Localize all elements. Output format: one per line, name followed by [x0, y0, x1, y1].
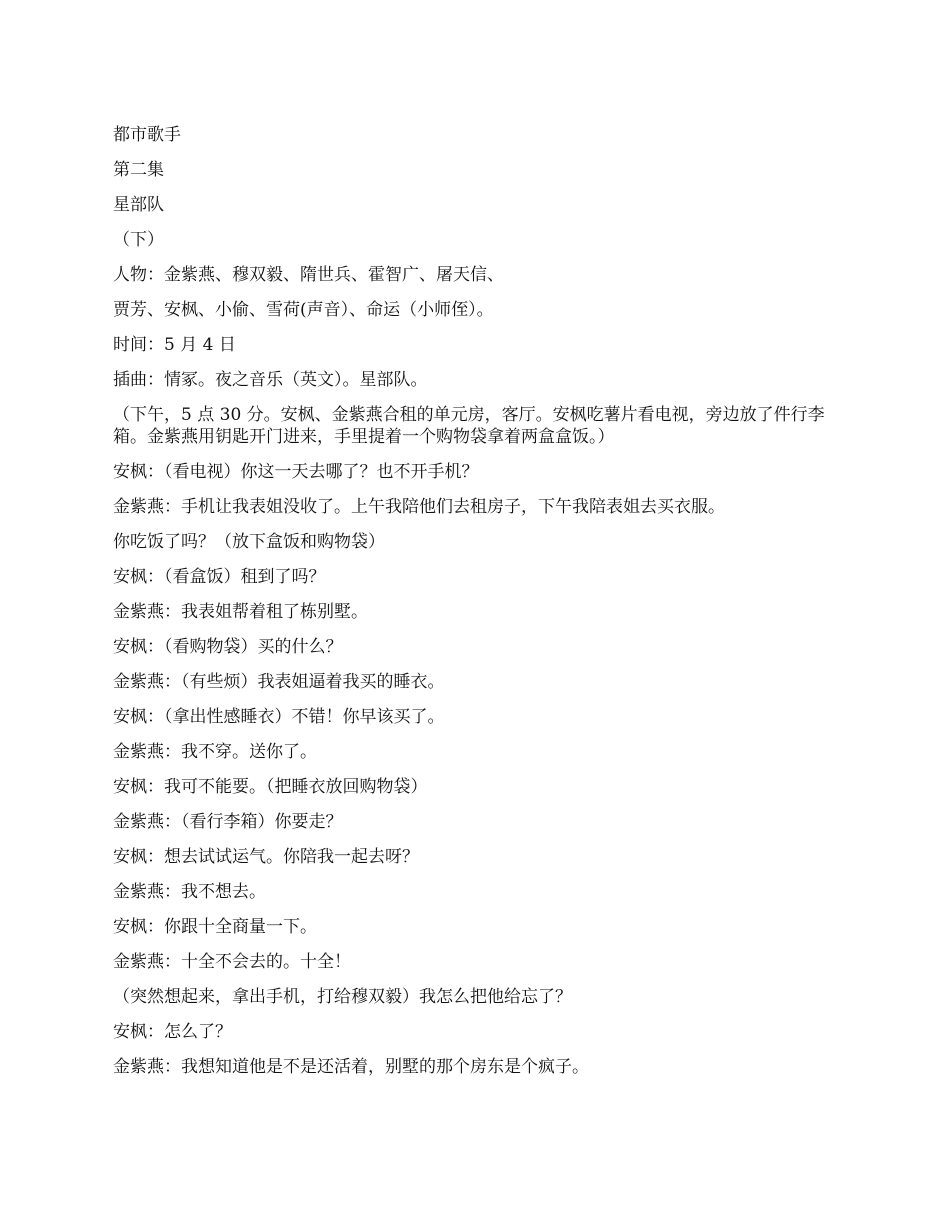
- dialogue-line: 金紫燕：（看行李箱）你要走？: [113, 812, 343, 832]
- dialogue-line: 金紫燕：我不想去。: [113, 882, 266, 902]
- dialogue-line: 金紫燕：手机让我表姐没收了。上午我陪他们去租房子，下午我陪表姐去买衣服。: [113, 497, 725, 517]
- dialogue-line: 安枫：（看盒饭）租到了吗？: [113, 567, 326, 587]
- scene-direction: （下午，5 点 30 分。安枫、金紫燕合租的单元房，客厅。安枫吃薯片看电视，旁边放了件行李箱。金紫燕用钥匙开门进来，手里提着一个购物袋拿着两盒盒饭。）: [113, 405, 825, 447]
- dialogue-line: 金紫燕：十全不会去的。十全！: [113, 952, 351, 972]
- dialogue-line: 金紫燕：我不穿。送你了。: [113, 742, 317, 762]
- script-title: 都市歌手: [113, 125, 181, 145]
- dialogue-line: 安枫：想去试试运气。你陪我一起去呀？: [113, 847, 419, 867]
- dialogue-line: 金紫燕：我表姐帮着租了栋别墅。: [113, 602, 368, 622]
- episode-number: 第二集: [113, 160, 164, 180]
- dialogue-line: 安枫：你跟十全商量一下。: [113, 917, 317, 937]
- dialogue-line: 金紫燕：我想知道他是不是还活着，别墅的那个房东是个疯子。: [113, 1057, 589, 1077]
- dialogue-line: 安枫：（看购物袋）买的什么？: [113, 637, 343, 657]
- dialogue-line: 安枫：（拿出性感睡衣）不错！你早该买了。: [113, 707, 445, 727]
- episode-title: 星部队: [113, 195, 164, 215]
- dialogue-line: 安枫：我可不能要。（把睡衣放回购物袋）: [113, 777, 428, 797]
- dialogue-line: 你吃饭了吗？（放下盒饭和购物袋）: [113, 532, 385, 552]
- dialogue-line: 金紫燕：（有些烦）我表姐逼着我买的睡衣。: [113, 672, 445, 692]
- dialogue-line: 安枫：怎么了？: [113, 1022, 232, 1042]
- document-body: [113, 124, 833, 1091]
- episode-part: （下）: [113, 230, 164, 250]
- characters-line-2: 贾芳、安枫、小偷、雪荷(声音）、命运（小师侄）。: [113, 300, 494, 320]
- characters-line-1: 人物：金紫燕、穆双毅、隋世兵、霍智广、屠天信、: [113, 265, 504, 285]
- dialogue-line: （突然想起来，拿出手机，打给穆双毅）我怎么把他给忘了？: [113, 987, 572, 1007]
- dialogue-line: 安枫：（看电视）你这一天去哪了？也不开手机？: [113, 462, 479, 482]
- time-line: 时间：5 月 4 日: [113, 335, 236, 355]
- songs-line: 插曲：情冢。夜之音乐（英文）。星部队。: [113, 370, 428, 390]
